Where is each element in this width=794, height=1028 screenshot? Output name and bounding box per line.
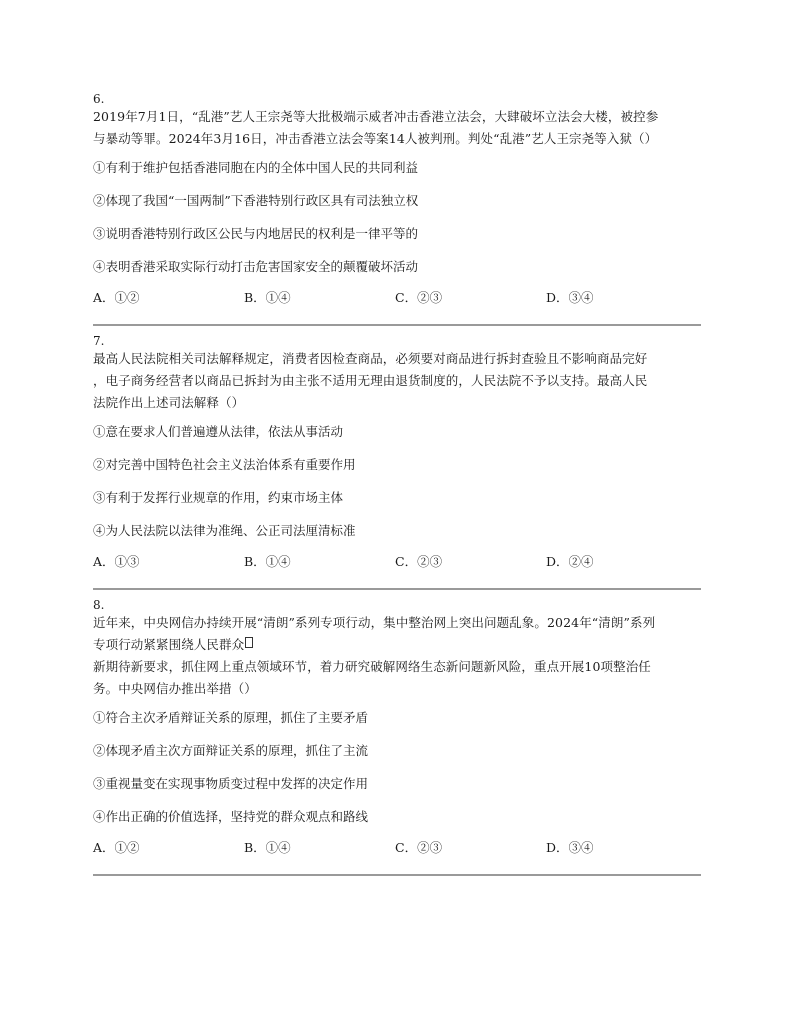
- option-item: ③说明香港特别行政区公民与内地居民的权利是一律平等的: [93, 226, 419, 241]
- choice-c[interactable]: C．②③: [395, 840, 443, 855]
- answer-choices: [93, 290, 701, 306]
- answer-choices: [93, 840, 701, 856]
- option-item: ④作出正确的价值选择，坚持党的群众观点和路线: [93, 809, 369, 824]
- stem-line: [93, 634, 701, 656]
- question-7: [93, 334, 701, 590]
- question-sheet: [93, 92, 701, 884]
- choice-a[interactable]: A．①②: [93, 290, 140, 305]
- option-item: ①有利于维护包括香港同胞在内的全体中国人民的共同利益: [93, 160, 419, 175]
- option-item: ②对完善中国特色社会主义法治体系有重要作用: [93, 457, 356, 472]
- question-stem: [93, 612, 701, 700]
- question-stem: [93, 348, 701, 414]
- option-item: ④为人民法院以法律为准绳、公正司法厘清标准: [93, 523, 356, 538]
- option-item: ②体现矛盾主次方面辩证关系的原理，抓住了主流: [93, 743, 369, 758]
- option-item: ④表明香港采取实际行动打击危害国家安全的颠覆破坏活动: [93, 259, 419, 274]
- question-number: 7.: [93, 334, 105, 348]
- choice-c[interactable]: C．②③: [395, 290, 443, 305]
- stem-line: 近年来，中央网信办持续开展“清朗”系列专项行动，集中整治网上突出问题乱象。2024年“清朗”系列: [93, 615, 656, 630]
- stem-line-text: 专项行动紧紧围绕人民群众: [93, 637, 245, 652]
- option-item: ③有利于发挥行业规章的作用，约束市场主体: [93, 490, 344, 505]
- option-list: [93, 710, 701, 825]
- choice-d[interactable]: D．②④: [546, 554, 594, 569]
- divider: [93, 324, 701, 326]
- stem-line: 新期待新要求，抓住网上重点领域环节，着力研究破解网络生态新问题新风险，重点开展10项整治任: [93, 659, 651, 674]
- answer-choices: [93, 554, 701, 570]
- missing-glyph-icon: [245, 637, 253, 648]
- choice-d[interactable]: D．③④: [546, 840, 594, 855]
- choice-b[interactable]: B．①④: [244, 840, 291, 855]
- question-8: [93, 598, 701, 876]
- question-6: [93, 92, 701, 326]
- question-stem: [93, 106, 701, 150]
- stem-line: 务。中央网信办推出举措（）: [93, 681, 257, 696]
- stem-line: 法院作出上述司法解释（）: [93, 395, 245, 410]
- choice-a[interactable]: A．①③: [93, 554, 140, 569]
- choice-c[interactable]: C．②③: [395, 554, 443, 569]
- option-item: ②体现了我国“一国两制”下香港特别行政区具有司法独立权: [93, 193, 419, 208]
- question-number: 8.: [93, 598, 105, 612]
- divider: [93, 874, 701, 876]
- option-list: [93, 424, 701, 539]
- choice-d[interactable]: D．③④: [546, 290, 594, 305]
- stem-line: 与暴动等罪。2024年3月16日，冲击香港立法会等案14人被判刑。判处“乱港”艺人王宗尧等入狱（）: [93, 131, 658, 146]
- divider: [93, 588, 701, 590]
- option-item: ①意在要求人们普遍遵从法律，依法从事活动: [93, 424, 344, 439]
- stem-line: ，电子商务经营者以商品已拆封为由主张不适用无理由退货制度的，人民法院不予以支持。最高人民: [93, 373, 648, 388]
- option-item: ③重视量变在实现事物质变过程中发挥的决定作用: [93, 776, 369, 791]
- choice-a[interactable]: A．①②: [93, 840, 140, 855]
- option-item: ①符合主次矛盾辩证关系的原理，抓住了主要矛盾: [93, 710, 369, 725]
- stem-line: 最高人民法院相关司法解释规定，消费者因检查商品，必须要对商品进行拆封查验且不影响商品完好: [93, 351, 648, 366]
- option-list: [93, 160, 701, 275]
- choice-b[interactable]: B．①④: [244, 554, 291, 569]
- choice-b[interactable]: B．①④: [244, 290, 291, 305]
- stem-line: 2019年7月1日，“乱港”艺人王宗尧等大批极端示威者冲击香港立法会，大肆破坏立法会大楼，被控参: [93, 109, 659, 124]
- question-number: 6.: [93, 92, 105, 106]
